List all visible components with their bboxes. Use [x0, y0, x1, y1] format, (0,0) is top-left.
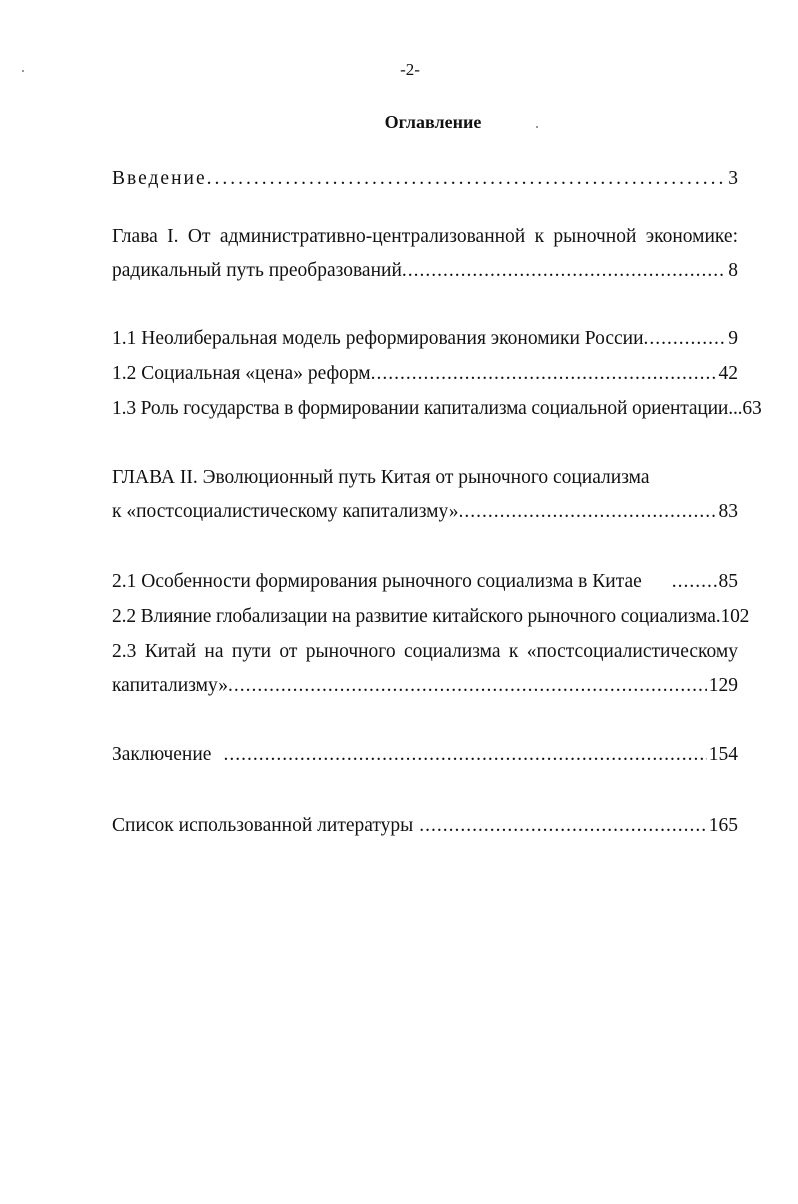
entry-title-line2: к «постсоциалистическому капитализму»: [112, 501, 459, 522]
entry-title: 1.1 Неолиберальная модель реформирования экономики России: [112, 328, 644, 349]
entry-page: 42: [718, 363, 738, 384]
toc-entry-introduction: [112, 162, 738, 196]
entry-title-line1: 2.3 Китай на пути от рыночного социализма к «постсоциалистическому: [112, 641, 738, 662]
entry-title: Введение: [112, 168, 207, 189]
entry-title-line1: Глава I. От административно-централизованной к рыночной экономике:: [112, 226, 738, 247]
entry-title: Список использованной литературы: [112, 815, 414, 836]
toc-entry-section-2-3: [112, 635, 738, 703]
entry-title-line1: ГЛАВА II. Эволюционный путь Китая от рыночного социализма: [112, 467, 650, 488]
entry-line2: [112, 254, 738, 288]
entry-title-line2: радикальный путь преобразований: [112, 260, 402, 281]
dot-leader: [207, 162, 727, 196]
entry-page: 165: [708, 815, 738, 836]
entry-title-line2: капитализму»: [112, 675, 228, 696]
entry-page: 3: [728, 168, 738, 189]
entry-line2: [112, 669, 738, 703]
page-number: -2-: [400, 60, 420, 79]
toc-entry-conclusion: [112, 738, 738, 772]
entry-page: 154: [708, 744, 738, 765]
dot-leader: [223, 738, 706, 772]
dot-leader: [672, 565, 717, 599]
dot-leader: [458, 495, 716, 529]
entry-title: Заключение: [112, 744, 212, 765]
entry-page: 8: [728, 260, 738, 281]
entry-page: 83: [718, 501, 738, 522]
toc-entry-section-2-2: 2.2 Влияние глобализации на развитие китайского рыночного социализма.102: [112, 606, 750, 627]
toc-title: Оглавление: [384, 112, 482, 132]
scan-speck: [22, 70, 24, 72]
entry-title: 1.2 Социальная «цена» реформ: [112, 363, 371, 384]
toc-entry-section-1-1: [112, 322, 738, 356]
dot-leader: [644, 322, 727, 356]
entry-page: 129: [708, 675, 738, 696]
dot-leader: [228, 669, 707, 703]
scan-speck: [536, 126, 538, 128]
entry-page: 9: [728, 328, 738, 349]
dot-leader: [402, 254, 726, 288]
entry-line2: [112, 495, 738, 529]
toc-entry-section-2-1: [112, 565, 738, 599]
dot-leader: [419, 809, 706, 843]
toc-entry-references: [112, 809, 738, 843]
entry-page: 85: [718, 571, 738, 592]
toc-entry-section-1-2: [112, 357, 738, 391]
dot-leader: [371, 357, 717, 391]
toc-entry-chapter-1: [112, 220, 738, 288]
toc-entry-section-1-3: 1.3 Роль государства в формировании капитализма социальной ориентации...63: [112, 398, 762, 419]
entry-title: 2.1 Особенности формирования рыночного социализма в Китае: [112, 571, 642, 592]
toc-entry-chapter-2: [112, 461, 738, 529]
